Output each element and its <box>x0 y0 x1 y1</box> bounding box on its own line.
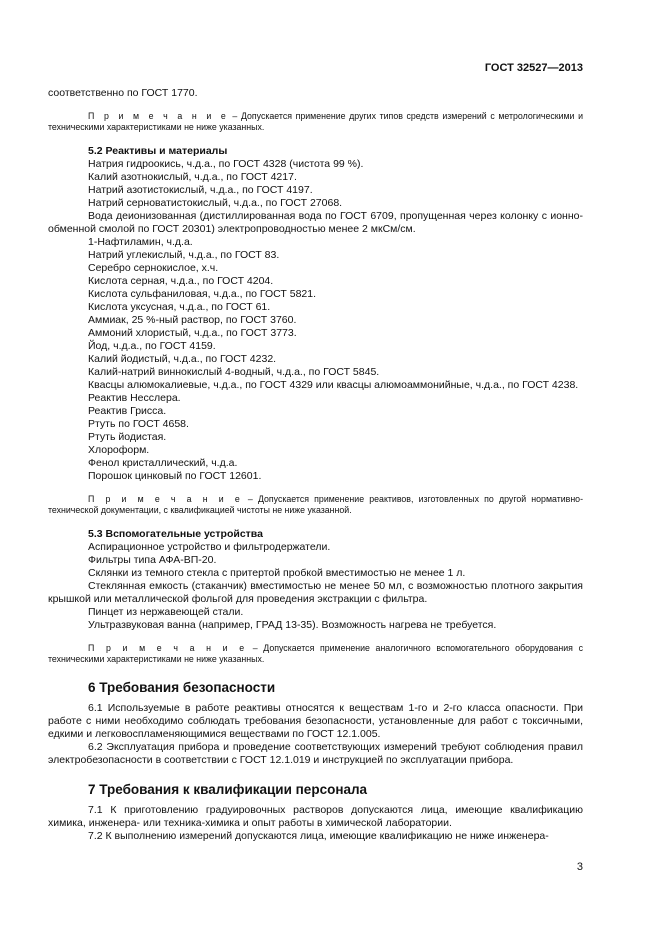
equipment-list <box>48 541 583 632</box>
paragraph-7-2: 7.2 К выполнению измерений допускаются лица, имеющие квалификацию не ниже инженера- <box>88 830 549 842</box>
note-label: П р и м е ч а н и е <box>88 643 248 653</box>
section-6-title: 6 Требования безопасности <box>88 680 276 695</box>
list-item: Фенол кристаллический, ч.д.а. <box>88 457 238 469</box>
list-item: Аммиак, 25 %-ный раствор, по ГОСТ 3760. <box>88 314 297 326</box>
list-item: Аммоний хлористый, ч.д.а., по ГОСТ 3773. <box>88 327 297 339</box>
page-number: 3 <box>576 861 583 873</box>
section-5-3-title: 5.3 Вспомогательные устройства <box>88 528 263 540</box>
note-text: – Допускается применение аналогичного вспомогательного оборудования с техническими характеристиками не ниже указанных. <box>48 643 583 664</box>
list-item: Натрия гидроокись, ч.д.а., по ГОСТ 4328 (чистота 99 %). <box>88 158 364 170</box>
list-item: Калий йодистый, ч.д.а., по ГОСТ 4232. <box>88 353 277 365</box>
list-item: Натрий азотистокислый, ч.д.а., по ГОСТ 4197. <box>88 184 313 196</box>
list-item: Калий-натрий виннокислый 4-водный, ч.д.а., по ГОСТ 5845. <box>88 366 380 378</box>
list-item: Калий азотнокислый, ч.д.а., по ГОСТ 4217. <box>88 171 297 183</box>
paragraph-6-2: 6.2 Эксплуатация прибора и проведение соответствующих измерений требуют соблюдения правил электробезопасности в соответствии с ГОСТ 12.1.019 и инструкцией по эксплуатации прибора. <box>48 741 583 766</box>
intro-line: соответственно по ГОСТ 1770. <box>48 87 198 99</box>
note-text: – Допускается применение реактивов, изготовленных по другой нормативно-технической документации, с квалификацией чистоты не ниже указанной. <box>48 494 583 515</box>
note-3 <box>48 643 583 665</box>
list-item: Склянки из темного стекла с притертой пробкой вместимостью не менее 1 л. <box>88 567 466 579</box>
list-item: 1-Нафтиламин, ч.д.а. <box>88 236 193 248</box>
list-item: Кислота сульфаниловая, ч.д.а., по ГОСТ 5821. <box>88 288 317 300</box>
note-label: П р и м е ч а н и е <box>88 494 243 504</box>
list-item: Порошок цинковый по ГОСТ 12601. <box>88 470 262 482</box>
list-item: Кислота серная, ч.д.а., по ГОСТ 4204. <box>88 275 274 287</box>
list-item: Реактив Грисса. <box>88 405 167 417</box>
list-item: Аспирационное устройство и фильтродержатели. <box>88 541 331 553</box>
paragraph-7-1: 7.1 К приготовлению градуировочных растворов допускаются лица, имеющие квалификацию химика, инженера- или техника-химика и опыт работы в химической лаборатории. <box>48 804 583 829</box>
reagents-list <box>48 158 583 483</box>
note-text: – Допускается применение других типов средств измерений с метрологическими и техническими характеристиками не ниже указанных. <box>48 111 584 132</box>
list-item: Натрий серноватистокислый, ч.д.а., по ГОСТ 27068. <box>88 197 343 209</box>
note-label: П р и м е ч а н и е <box>88 111 229 121</box>
list-item: Натрий углекислый, ч.д.а., по ГОСТ 83. <box>88 249 280 261</box>
list-item: Хлороформ. <box>88 444 150 456</box>
list-item: Серебро сернокислое, х.ч. <box>88 262 219 274</box>
section-5-2-title: 5.2 Реактивы и материалы <box>88 145 228 157</box>
section-7-title: 7 Требования к квалификации персонала <box>88 782 368 797</box>
list-item: Квасцы алюмокалиевые, ч.д.а., по ГОСТ 4329 или квасцы алюмоаммонийные, ч.д.а., по ГОСТ 4238. <box>88 379 579 391</box>
list-item: Кислота уксусная, ч.д.а., по ГОСТ 61. <box>88 301 271 313</box>
list-item: Пинцет из нержавеющей стали. <box>88 606 244 618</box>
list-item: Ртуть йодистая. <box>88 431 167 443</box>
list-item: Реактив Несслера. <box>88 392 181 404</box>
list-item: Ртуть по ГОСТ 4658. <box>88 418 189 430</box>
list-item: Ультразвуковая ванна (например, ГРАД 13-35). Возможность нагрева не требуется. <box>88 619 497 631</box>
note-2 <box>48 494 583 516</box>
document-id: ГОСТ 32527—2013 <box>484 62 583 74</box>
paragraph-6-1: 6.1 Используемые в работе реактивы относятся к веществам 1-го и 2-го класса опасности. При работе с ними необходимо соблюдать требования безопасности, установленные для работ с токсичными, едкими и легковоспламеняющимися веществами по ГОСТ 12.1.005. <box>48 702 583 740</box>
note-1 <box>48 111 583 133</box>
list-item: Фильтры типа АФА-ВП-20. <box>88 554 217 566</box>
list-item: Вода деионизованная (дистиллированная вода по ГОСТ 6709, пропущенная через колонку с ионно-обменной смолой по ГОСТ 20301) электропроводностью менее 2 мкСм/см. <box>48 210 583 235</box>
list-item: Йод, ч.д.а., по ГОСТ 4159. <box>88 340 216 352</box>
list-item: Стеклянная емкость (стаканчик) вместимостью не менее 50 мл, с возможностью плотного закрытия крышкой или металлической фольгой для проведения экстракции с фильтра. <box>48 580 583 605</box>
